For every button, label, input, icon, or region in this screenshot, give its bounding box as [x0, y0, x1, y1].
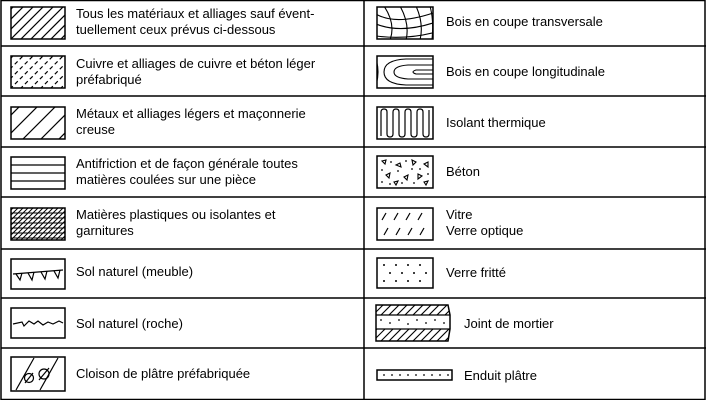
label-line: Cloison de plâtre préfabriquée — [76, 366, 251, 381]
legend-label-wood-long — [446, 64, 605, 80]
legend-label-concrete — [446, 164, 480, 180]
legend-label-mortar-joint — [464, 316, 554, 332]
label-line: Béton — [446, 164, 480, 179]
rock-soil-icon — [10, 307, 66, 339]
label-line: Joint de mortier — [464, 316, 554, 331]
label-line: Isolant thermique — [446, 115, 546, 130]
label-line: Enduit plâtre — [464, 368, 537, 383]
soft-soil-icon — [10, 258, 66, 290]
legend-label-soft-soil — [76, 264, 193, 280]
legend-label-antifriction — [76, 156, 298, 188]
label-line: Vitre — [446, 207, 473, 222]
legend-label-thermal-insulation — [446, 115, 546, 131]
concrete-icon — [376, 155, 434, 189]
label-line: garnitures — [76, 223, 134, 238]
legend-label-glass — [446, 207, 523, 239]
mortar-joint-icon — [374, 302, 454, 344]
label-line: Verre optique — [446, 223, 524, 238]
legend-label-plaster-coat — [464, 368, 537, 384]
cross-hatch-icon — [10, 207, 66, 241]
label-line: tuellement ceux prévus ci-dessous — [76, 22, 276, 37]
glass-ticks-icon — [376, 207, 434, 241]
legend-label-plastics — [76, 207, 275, 239]
plaster-partition-icon — [10, 356, 66, 392]
wide-diagonal-hatch-icon — [10, 106, 66, 140]
horizontal-lines-icon — [10, 156, 66, 190]
legend-label-light-metals — [76, 106, 306, 138]
label-line: Tous les matériaux et alliages sauf évent- — [76, 6, 315, 21]
label-line: Cuivre et alliages de cuivre et béton léger — [76, 56, 316, 71]
label-line: Bois en coupe transversale — [446, 14, 603, 29]
label-line: Sol naturel (roche) — [76, 316, 183, 331]
label-line: Verre fritté — [446, 265, 506, 280]
dashed-diagonal-hatch-icon — [10, 55, 66, 89]
legend-label-all-materials — [76, 6, 314, 38]
legend-label-fritted-glass — [446, 265, 506, 281]
wood-cross-grain-icon — [376, 6, 434, 40]
label-line: Matières plastiques ou isolantes et — [76, 207, 276, 222]
label-line: Métaux et alliages légers et maçonnerie — [76, 106, 306, 121]
label-line: matières coulées sur une pièce — [76, 172, 256, 187]
label-line: Antifriction et de façon générale toutes — [76, 156, 298, 171]
label-line: préfabriqué — [76, 72, 142, 87]
diagonal-hatch-icon — [10, 6, 66, 40]
dots-icon — [376, 257, 434, 289]
plaster-coat-icon — [376, 367, 454, 383]
label-line: creuse — [76, 122, 116, 137]
insulation-coil-icon — [376, 106, 434, 140]
legend-label-plaster-partition — [76, 366, 250, 382]
legend-label-rock-soil — [76, 316, 183, 332]
label-line: Bois en coupe longitudinale — [446, 64, 606, 79]
wood-long-grain-icon — [376, 55, 434, 89]
label-line: Sol naturel (meuble) — [76, 264, 194, 279]
legend-label-copper-alloys — [76, 56, 315, 88]
legend-label-wood-cross — [446, 14, 603, 30]
